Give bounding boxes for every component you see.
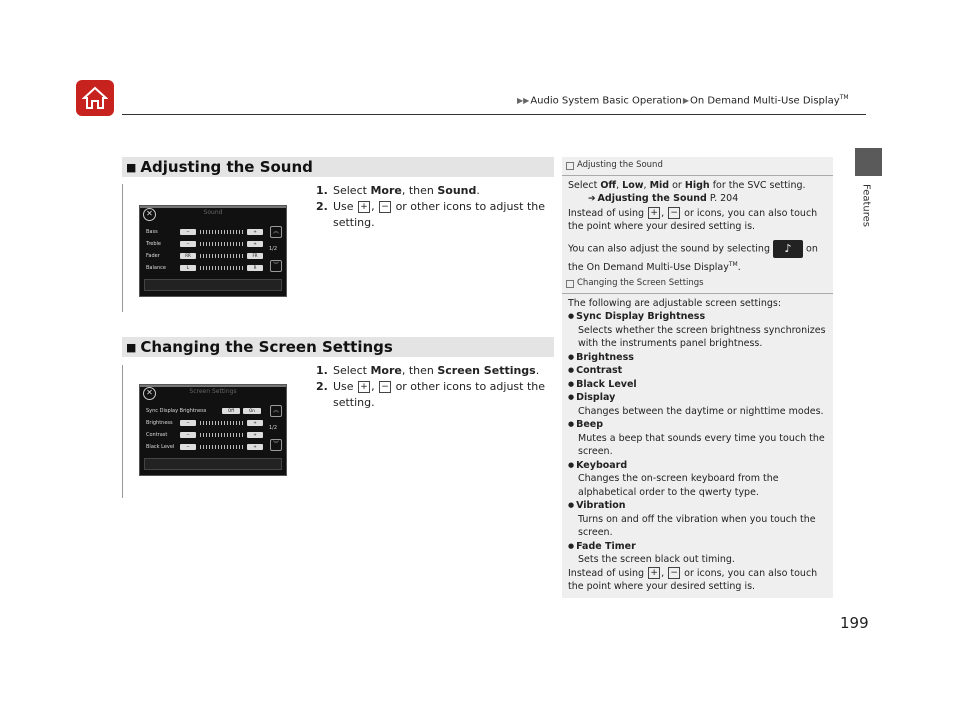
note-adjusting-sound: Adjusting the Sound Select Off, Low, Mid or High for the SVC setting. ➔ Adjusting the Sound P. 204 Instead of using + , − or icons, you can also touch the point where your desired setting is. You can also adjust the sound by selecting ♪ on the On Demand Multi-Use Display™. [562, 157, 833, 278]
off-button[interactable]: Off [222, 408, 240, 414]
plus-key-icon: + [648, 567, 660, 579]
sound-screen-figure [122, 184, 304, 312]
list-item: ● Vibration [568, 499, 827, 513]
increase-button[interactable]: + [247, 241, 263, 247]
menu-more: More [370, 184, 402, 197]
on-button[interactable]: On [243, 408, 261, 414]
chevron-up-icon[interactable]: ︽ [270, 405, 282, 417]
close-icon[interactable]: ✕ [143, 208, 156, 221]
screen-settings-figure [122, 365, 304, 498]
page-number: 199 [840, 614, 869, 632]
menu-more: More [370, 364, 402, 377]
section-heading-screen-settings: ■ Changing the Screen Settings [122, 337, 554, 357]
header-divider [122, 114, 866, 115]
plus-key-icon: + [648, 207, 660, 219]
decrease-button[interactable]: − [180, 444, 196, 450]
list-item: ● Brightness [568, 351, 827, 365]
page-indicator: 1/2 [269, 246, 278, 252]
arrow-ref-icon: ➔ [588, 194, 596, 204]
chevron-down-icon[interactable]: ︾ [270, 260, 282, 272]
row-label: Black Level [146, 444, 175, 450]
row-label: Bass [146, 229, 158, 235]
decrease-button[interactable]: − [180, 432, 196, 438]
increase-button[interactable]: + [247, 444, 263, 450]
steps-screen-settings: 1. Select More, then Screen Settings. 2. Use + , − or other icons to adjust the setting. [316, 364, 546, 409]
screen-title: Screen Settings [189, 388, 237, 395]
fader-front-button[interactable]: FR [247, 253, 263, 259]
plus-key-icon: + [358, 201, 370, 213]
fader-rear-button[interactable]: RR [180, 253, 196, 259]
row-label: Balance [146, 265, 166, 271]
chevron-up-icon[interactable]: ︽ [270, 226, 282, 238]
chapter-label: Features [860, 184, 872, 227]
list-item: ● Beep [568, 418, 827, 432]
breadcrumb: ▶▶Audio System Basic Operation▶On Demand Multi-Use Display™ [517, 94, 849, 107]
menu-sound: Sound [437, 184, 477, 197]
breadcrumb-item[interactable]: Audio System Basic Operation [530, 95, 682, 107]
decrease-button[interactable]: − [180, 229, 196, 235]
row-label: Brightness [146, 420, 173, 426]
row-label: Fader [146, 253, 160, 259]
minus-key-icon: − [379, 201, 391, 213]
chevron-down-icon[interactable]: ︾ [270, 439, 282, 451]
section-heading-adjusting-sound: ■ Adjusting the Sound [122, 157, 554, 177]
row-label: Sync Display Brightness [146, 408, 207, 414]
balance-right-button[interactable]: R [247, 265, 263, 271]
note-screen-settings: Changing the Screen Settings The following are adjustable screen settings: ● Sync Display Brightness Selects whether the screen brightness synchronizes with the instruments panel brightness. ● Brightness ● Contrast ● Black Level ● Display Changes between the daytime or nighttime modes. ● Beep Mutes a beep that sounds every time you touch the screen. ● Keyboard Changes the on-screen keyboard from the alphabetical order to the qwerty type. ● Vibration Turns on and off the vibration when you touch the screen. ● Fade Timer Sets the screen black out timing. Instead of using + , − or icons, you can also touch the point where your desired setting is. [562, 275, 833, 598]
screen-settings-screen [139, 384, 287, 476]
minus-key-icon: − [668, 567, 680, 579]
row-label: Contrast [146, 432, 168, 438]
list-item: ● Fade Timer [568, 540, 827, 554]
note-icon [566, 280, 574, 288]
page-indicator: 1/2 [269, 425, 278, 431]
decrease-button[interactable]: − [180, 420, 196, 426]
decrease-button[interactable]: − [180, 241, 196, 247]
sound-screen [139, 205, 287, 297]
row-label: Treble [146, 241, 161, 247]
chapter-tab [855, 148, 882, 176]
balance-left-button[interactable]: L [180, 265, 196, 271]
plus-key-icon: + [358, 381, 370, 393]
list-item: ● Display [568, 391, 827, 405]
screen-title: Sound [203, 209, 223, 216]
note-icon [566, 162, 574, 170]
list-item: ● Black Level [568, 378, 827, 392]
increase-button[interactable]: + [247, 229, 263, 235]
home-icon[interactable] [76, 80, 114, 116]
minus-key-icon: − [379, 381, 391, 393]
list-item: ● Contrast [568, 364, 827, 378]
increase-button[interactable]: + [247, 420, 263, 426]
list-item: ● Sync Display Brightness [568, 310, 827, 324]
increase-button[interactable]: + [247, 432, 263, 438]
reference-link[interactable]: Adjusting the Sound [597, 193, 707, 204]
list-item: ● Keyboard [568, 459, 827, 473]
minus-key-icon: − [668, 207, 680, 219]
close-icon[interactable]: ✕ [143, 387, 156, 400]
breadcrumb-item[interactable]: On Demand Multi-Use Display [689, 95, 840, 107]
sound-icon: ♪ [773, 240, 803, 258]
menu-screen-settings: Screen Settings [437, 364, 536, 377]
trademark: TM [839, 94, 849, 101]
steps-adjusting-sound: 1. Select More, then Sound. 2. Use + , − or other icons to adjust the setting. [316, 184, 546, 229]
